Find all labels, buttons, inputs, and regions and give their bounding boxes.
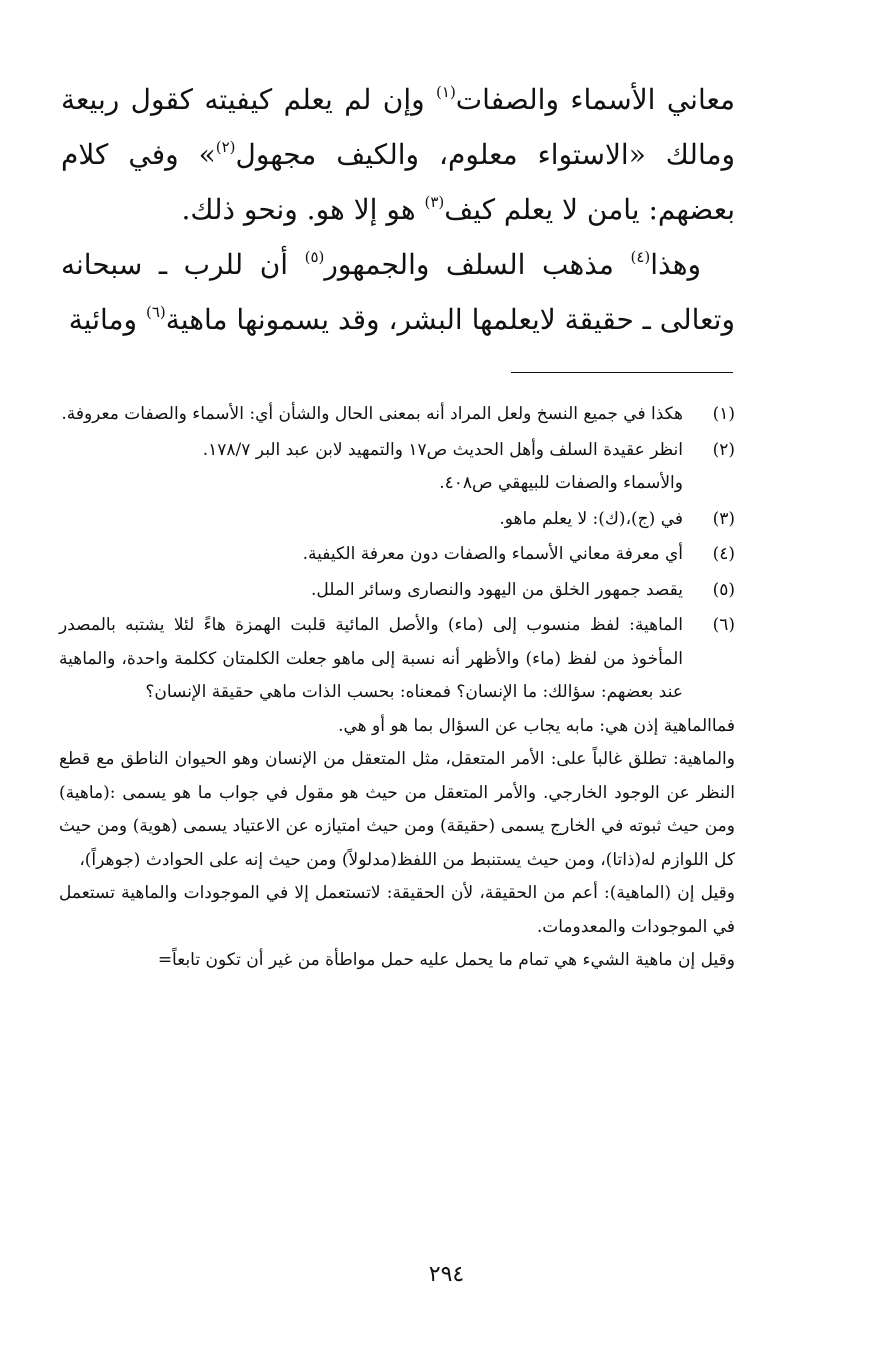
footnote-number: (١)	[712, 404, 735, 424]
main-text	[61, 72, 735, 347]
footnote-text: والماهية: تطلق غالباً على: الأمر المتعقل، مثل المتعقل من الإنسان وهو الحيوان الناطق مع قطع النظر عن الوجود الخارجي. والأمر المتعقل من حيث هو مقول في جواب ما هو يسمى :(ماهية) ومن حيث ثبوته في الخارج يسمى (حقيقة) ومن حيث امتيازه عن الاعتياد يسمى (هوية) ومن حيث كل اللوازم له(ذاتا)، ومن حيث يستنبط من اللفظ(مدلولاً) ومن حيث إنه على الحوادث (جوهراً)،	[59, 749, 735, 870]
footnote-text: وقيل إن (الماهية): أعم من الحقيقة، لأن الحقيقة: لاتستعمل إلا في الموجودات والماهية تستعمل في الموجودات والمعدومات.	[59, 883, 735, 937]
footnote-text: والأسماء والصفات للبيهقي ص٤٠٨.	[439, 473, 683, 493]
footnote-text: فماالماهية إذن هي: مابه يجاب عن السؤال بما هو أو هي.	[338, 715, 735, 736]
footnote-number: (٥)	[712, 579, 735, 600]
footnote-ref-2[interactable]: (٢)	[215, 137, 236, 156]
footnote-text: يقصد جمهور الخلق من اليهود والنصارى وسائر الملل.	[311, 579, 683, 600]
text-run: معاني الأسماء والصفات	[455, 83, 736, 116]
paragraph-1	[61, 72, 735, 237]
paragraph-2	[61, 237, 735, 347]
footnote-number: (٢)	[712, 439, 735, 460]
footnote-separator	[511, 372, 733, 373]
text-run: أن للرب ـ سبحانه وتعالى ـ حقيقة لايعلمها البشر، وقد يسمونها ماهية	[61, 248, 735, 336]
text-run: وإن لم يعلم كيفيته كقول ربيعة ومالك «الاستواء معلوم، والكيف مجهول	[61, 83, 735, 171]
footnote-ref-6[interactable]: (٦)	[145, 302, 166, 321]
text-run: هو إلا هو. ونحو ذلك.	[181, 193, 425, 226]
footnote-body	[59, 434, 683, 501]
footnote-body	[59, 574, 683, 608]
footnote-text: وقيل إن ماهية الشيء هي تمام ما يحمل عليه حمل مواطأة من غير أن تكون تابعاً=	[157, 950, 735, 970]
text-run: ومائية	[68, 303, 146, 336]
footnote-ref-4[interactable]: (٤)	[630, 247, 651, 266]
footnote-text: أي معرفة معاني الأسماء والصفات دون معرفة الكيفية.	[302, 544, 683, 564]
footnote-text: في (ج)،(ك): لا يعلم ماهو.	[499, 508, 683, 529]
footnote-text: الماهية: لفظ منسوب إلى (ماء) والأصل المائية قلبت الهمزة هاءً لئلا يشتبه بالمصدر المأخوذ من لفظ (ماء) والأظهر أنه نسبة إلى ماهو جعلت الكلمتان ككلمة واحدة، والماهية عند بعضهم: سؤالك: ما الإنسان؟ فمعناه: بحسب الذات ماهي حقيقة الإنسان؟	[59, 615, 683, 702]
footnote-number: (٣)	[712, 508, 735, 529]
text-run: » وفي كلام بعضهم: يامن لا يعلم كيف	[61, 138, 735, 226]
footnote-text: هكذا في جميع النسخ ولعل المراد أنه بمعنى الحال والشأن أي: الأسماء والصفات معروفة.	[61, 404, 683, 424]
footnote-number: (٦)	[712, 615, 735, 635]
footnote-6	[59, 609, 735, 978]
footnote-5	[59, 574, 735, 608]
footnote-ref-1[interactable]: (١)	[436, 82, 456, 101]
footnote-3	[59, 503, 735, 537]
footnotes-list	[59, 398, 735, 980]
footnote-ref-5[interactable]: (٥)	[304, 247, 325, 266]
page-number: ٢٩٤	[428, 1262, 465, 1287]
text-run: مذهب السلف والجمهور	[324, 248, 631, 281]
footnote-number: (٤)	[712, 544, 735, 564]
footnote-body	[59, 538, 683, 572]
footnote-body	[59, 398, 683, 432]
footnote-body	[59, 609, 735, 978]
footnote-body	[59, 503, 683, 537]
footnote-2	[59, 434, 735, 501]
footnote-ref-3[interactable]: (٣)	[424, 192, 445, 211]
footnote-1	[59, 398, 735, 432]
footnote-4	[59, 538, 735, 572]
footnote-text: انظر عقيدة السلف وأهل الحديث ص١٧ والتمهيد لابن عبد البر ١٧٨/٧.	[202, 439, 683, 460]
text-run: وهذا	[650, 248, 702, 281]
